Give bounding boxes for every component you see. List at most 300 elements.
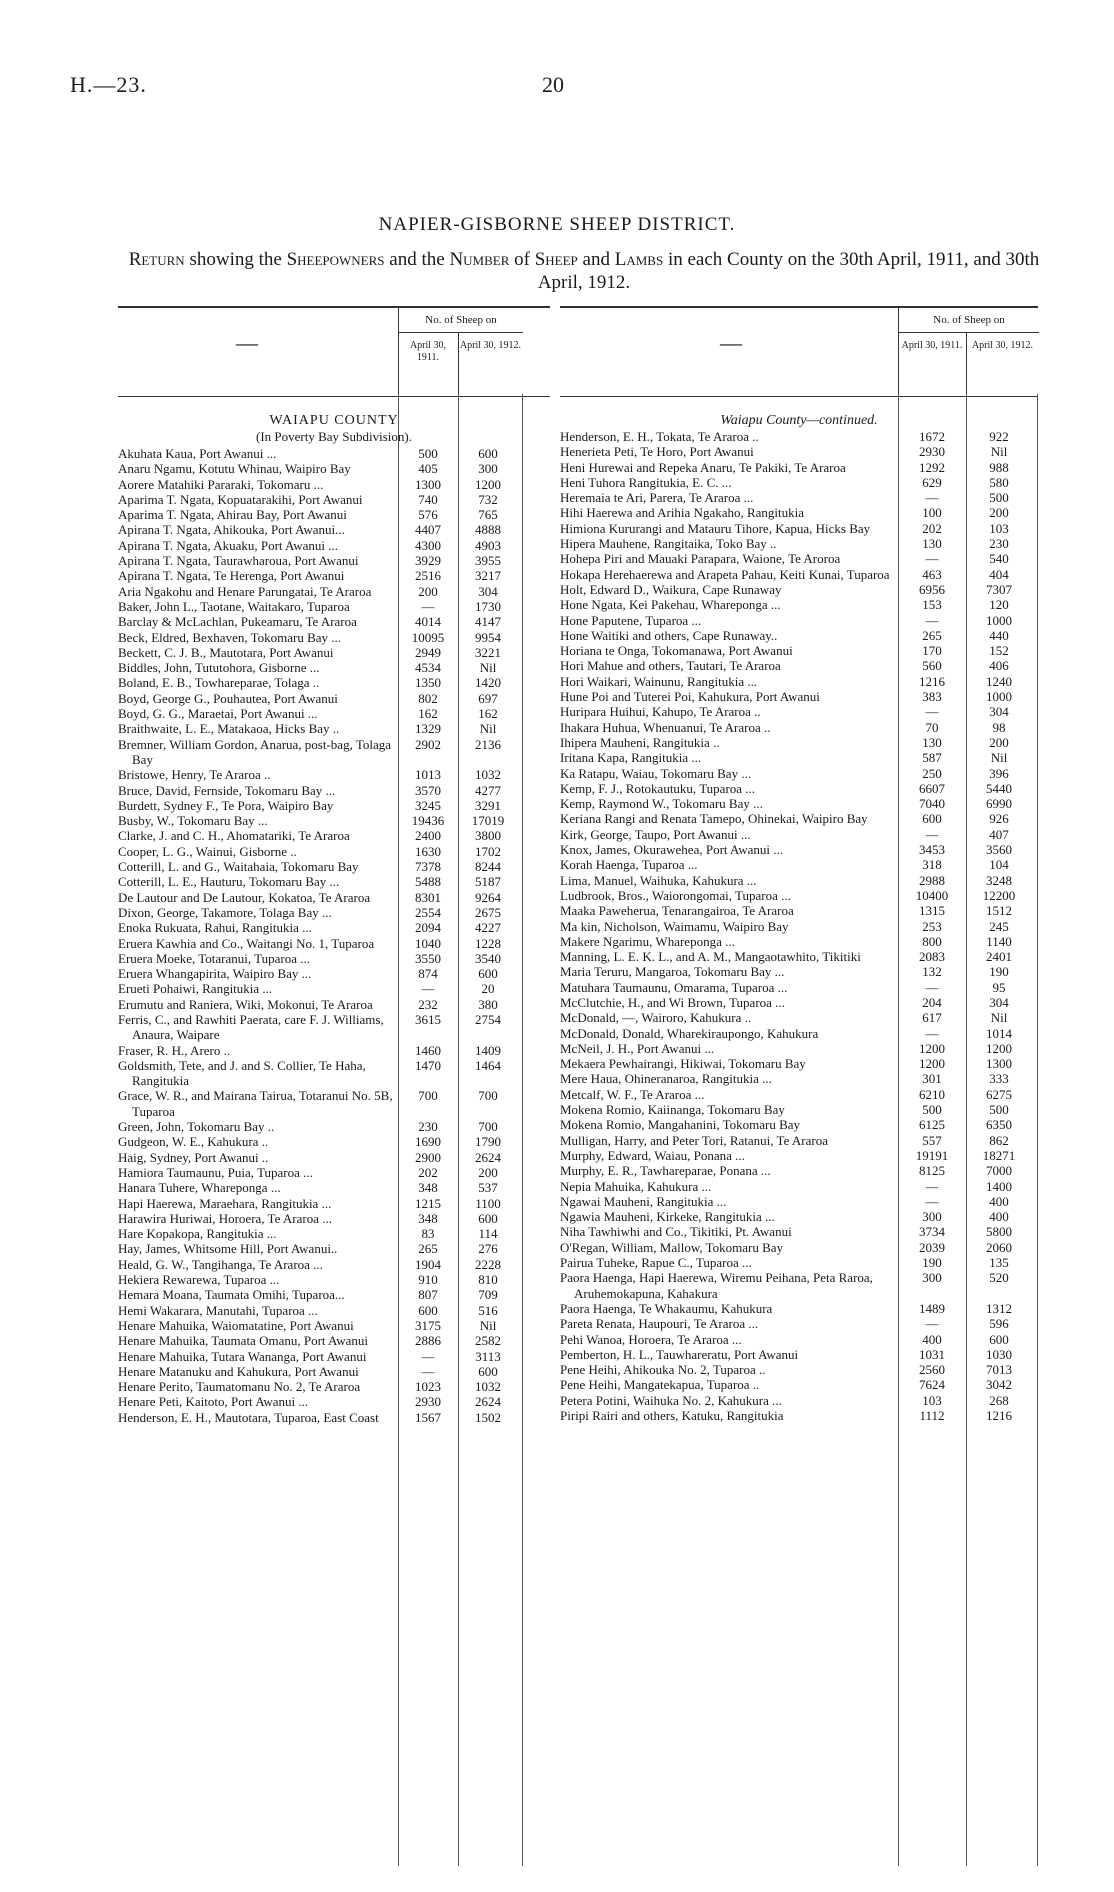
sheep-1912: 810 (478, 1272, 498, 1288)
sheep-1911: 3175 (415, 1317, 441, 1333)
table-row (118, 1303, 550, 1318)
sheep-1912: 5440 (986, 780, 1012, 796)
sheep-1912: 162 (478, 706, 498, 722)
sheep-1912: 9264 (475, 889, 501, 905)
sheep-1912: 1032 (475, 1379, 501, 1395)
owner-name: Cooper, L. G., Wainui, Gisborne .. (118, 843, 297, 859)
table-row (560, 460, 1038, 475)
sheep-1912: 152 (989, 643, 1009, 659)
sheep-1912: 3291 (475, 797, 501, 813)
sheep-1912: 8244 (475, 859, 501, 875)
sheep-1911: 2400 (415, 828, 441, 844)
sheep-1911: 2094 (415, 920, 441, 936)
sheep-1911: 1470 (415, 1057, 441, 1073)
owner-name: Apirana T. Ngata, Taurawharoua, Port Awanui (118, 553, 359, 569)
right-table-body (560, 397, 1038, 1423)
subdivision-heading: (In Poverty Bay Subdivision). (256, 429, 412, 444)
sheep-1911: 1489 (919, 1300, 945, 1316)
sheep-1912: 1420 (475, 675, 501, 691)
sheep-1911: 3550 (415, 950, 441, 966)
sheep-1912: 2624 (475, 1149, 501, 1165)
sheep-1911: 1040 (415, 935, 441, 951)
sheep-1912: 2401 (986, 949, 1012, 965)
sheep-1912: 406 (989, 658, 1009, 674)
sheep-1911: 3570 (415, 782, 441, 798)
sheep-1912: 5800 (986, 1224, 1012, 1240)
owner-name: Hemi Wakarara, Manutahi, Tuparoa ... (118, 1302, 318, 1318)
table-row (118, 905, 550, 920)
sheep-1911: 1690 (415, 1134, 441, 1150)
owner-name: Heni Tuhora Rangitukia, E. C. ... (560, 474, 732, 490)
sheep-1912: 600 (478, 446, 498, 461)
table-row (560, 1316, 1038, 1331)
sheep-1911: 1216 (919, 673, 945, 689)
owner-name: Henare Mahuika, Waiomatatine, Port Awanui (118, 1317, 354, 1333)
sheep-1912: 2136 (475, 736, 501, 752)
sheep-1911: 2083 (919, 949, 945, 965)
sheep-1911: 130 (922, 536, 942, 552)
sheep-1912: 500 (989, 1102, 1009, 1118)
sheep-1912: 540 (989, 551, 1009, 567)
table-row (560, 1301, 1038, 1316)
subtitle-text: of (509, 249, 535, 270)
sheep-1911: — (925, 1025, 939, 1041)
left-table-header (118, 306, 550, 397)
sheep-1912: 114 (478, 1226, 498, 1242)
sheep-1912: 3540 (475, 950, 501, 966)
sheep-1912: 230 (989, 536, 1009, 552)
sheep-1912: 765 (478, 507, 498, 523)
sheep-1912: 3221 (475, 644, 501, 660)
table-row (118, 568, 550, 583)
sheep-1911: 250 (922, 765, 942, 781)
sheep-1911: 405 (418, 461, 438, 477)
sheep-1912: 1240 (986, 673, 1012, 689)
table-row (560, 521, 1038, 536)
sheep-1911: — (421, 981, 435, 997)
table-row (560, 873, 1038, 888)
sheep-1912: 1790 (475, 1134, 501, 1150)
sheep-1911: 265 (922, 627, 942, 643)
table-row (560, 995, 1038, 1010)
left-table (118, 306, 550, 1866)
sheep-1912: 95 (992, 979, 1006, 995)
sheep-1912: 98 (992, 719, 1006, 735)
owner-name: Holt, Edward D., Waikura, Cape Runaway (560, 581, 782, 597)
sheep-1911: 1567 (415, 1409, 441, 1425)
sheep-1911: 740 (418, 491, 438, 507)
owner-name: Baker, John L., Taotane, Waitakaro, Tuparoa (118, 598, 350, 614)
table-row (560, 643, 1038, 658)
owner-name: Pareta Renata, Haupouri, Te Araroa ... (560, 1316, 759, 1332)
sheep-1912: 333 (989, 1071, 1009, 1087)
sheep-1912: 6990 (986, 796, 1012, 812)
owner-name: Kirk, George, Taupo, Port Awanui ... (560, 826, 751, 842)
table-row (560, 551, 1038, 566)
owner-name: Henare Mahuika, Taumata Omanu, Port Awanui (118, 1333, 369, 1349)
owner-name: Hapi Haerewa, Maraehara, Rangitukia ... (118, 1195, 332, 1211)
table-row (118, 614, 550, 629)
sheep-1911: 2554 (415, 904, 441, 920)
owner-name: Green, John, Tokomaru Bay .. (118, 1119, 275, 1135)
table-row (118, 660, 550, 675)
sheep-1911: 204 (922, 994, 942, 1010)
subtitle-text: in each County on the 30th April, 1911, and 30th April, 1912. (537, 249, 1040, 293)
sheep-1911: 19436 (411, 813, 445, 829)
table-row (118, 874, 550, 889)
sheep-1912: 18271 (982, 1147, 1016, 1163)
subtitle-word: Lambs (614, 249, 664, 270)
sheep-1911: 4300 (415, 537, 441, 553)
owner-name: Pene Heihi, Ahikouka No. 2, Tuparoa .. (560, 1362, 766, 1378)
table-row (560, 1255, 1038, 1270)
owner-name: Aparima T. Ngata, Kopuatarakihi, Port Awanui (118, 491, 363, 507)
sheep-1912: 1200 (475, 476, 501, 492)
owner-name: McClutchie, H., and Wi Brown, Tuparoa ... (560, 994, 785, 1010)
sheep-1912: 1300 (986, 1056, 1012, 1072)
sheep-1912: 600 (478, 1363, 498, 1379)
sheep-1911: 4534 (415, 660, 441, 676)
sheep-1912: 2060 (986, 1239, 1012, 1255)
sheep-1912: 4888 (475, 522, 501, 538)
sheep-1911: 500 (418, 446, 438, 461)
table-row (560, 811, 1038, 826)
sheep-1912: 2675 (475, 904, 501, 920)
sheep-1911: 4014 (415, 614, 441, 630)
sheep-1911: 200 (418, 583, 438, 599)
table-row (560, 964, 1038, 979)
owner-name: Cotterill, L. E., Hauturu, Tokomaru Bay ... (118, 874, 340, 890)
sheep-1911: 1013 (415, 767, 441, 783)
sheep-1912: 9954 (475, 629, 501, 645)
sheep-1912: 922 (989, 429, 1009, 444)
owner-name: Mokena Romio, Mangahanini, Tokomaru Bay (560, 1117, 801, 1133)
sheep-1912: 1032 (475, 767, 501, 783)
owner-name: Petera Potini, Waihuka No. 2, Kahukura ... (560, 1392, 782, 1408)
owner-name: Murphy, E. R., Tawhareparae, Ponana ... (560, 1163, 771, 1179)
table-row (118, 1272, 550, 1287)
owner-name: O'Regan, William, Mallow, Tokomaru Bay (560, 1239, 784, 1255)
table-row (560, 429, 1038, 444)
owner-name: Kemp, F. J., Rotokautuku, Tuparoa ... (560, 780, 756, 796)
sheep-1911: 2988 (919, 872, 945, 888)
sheep-1911: 230 (418, 1119, 438, 1135)
owner-name: Paora Haenga, Hapi Haerewa, Wiremu Peihana, Peta Raroa, Aruhemokapuna, Kahakura (560, 1270, 873, 1301)
sheep-1911: 202 (922, 520, 942, 536)
owner-column-dash: — (720, 330, 742, 355)
sheep-1911: 560 (922, 658, 942, 674)
sheep-1911: 300 (922, 1270, 942, 1286)
table-row (560, 628, 1038, 643)
sheep-1911: — (421, 1348, 435, 1364)
county-continued-heading: Waiapu County—continued. (720, 413, 878, 428)
owner-name: Ka Ratapu, Waiau, Tokomaru Bay ... (560, 765, 752, 781)
table-row (118, 737, 550, 768)
table-row (118, 1318, 550, 1333)
sheep-1911: 1292 (919, 459, 945, 475)
owner-name: Korah Haenga, Tuparoa ... (560, 857, 698, 873)
sheep-1911: 3245 (415, 797, 441, 813)
owner-name: Mere Haua, Ohineranaroa, Rangitukia ... (560, 1071, 772, 1087)
owner-name: De Lautour and De Lautour, Kokatoa, Te Araroa (118, 889, 371, 905)
sheep-1912: 103 (989, 520, 1009, 536)
owner-name: Cotterill, L. and G., Waitahaia, Tokomaru Bay (118, 859, 359, 875)
owner-name: Barclay & McLachlan, Pukeamaru, Te Araroa (118, 614, 357, 630)
sheep-1911: 3615 (415, 1011, 441, 1027)
owner-name: Burdett, Sydney F., Te Pora, Waipiro Bay (118, 797, 334, 813)
owner-name: Ngawia Mauheni, Kirkeke, Rangitukia ... (560, 1209, 775, 1225)
sheep-1911: 6210 (919, 1086, 945, 1102)
sheep-1911: 2949 (415, 644, 441, 660)
sheep-1912: 6275 (986, 1086, 1012, 1102)
owner-name: Pemberton, H. L., Tauwhareratu, Port Awanui (560, 1346, 799, 1362)
table-row (560, 735, 1038, 750)
sheep-1912: 12200 (982, 887, 1016, 903)
sheep-1911: 1460 (415, 1042, 441, 1058)
owner-name: Braithwaite, L. E., Matakaoa, Hicks Bay .. (118, 721, 340, 737)
sheep-1912: 135 (989, 1255, 1009, 1271)
sheep-1912: 1400 (986, 1178, 1012, 1194)
table-row (118, 553, 550, 568)
table-row (118, 507, 550, 522)
table-row (118, 798, 550, 813)
subtitle-text: and (577, 249, 615, 270)
table-row (118, 538, 550, 553)
sheep-1912: 862 (989, 1132, 1009, 1148)
table-row (118, 1196, 550, 1211)
table-row (560, 827, 1038, 842)
table-row (118, 1165, 550, 1180)
sheep-1912: 1512 (986, 903, 1012, 919)
table-row (118, 997, 550, 1012)
owner-name: Mulligan, Harry, and Peter Tori, Ratanui, Te Araroa (560, 1132, 828, 1148)
sheep-1912: 1014 (986, 1025, 1012, 1041)
table-row (118, 1394, 550, 1409)
owner-name: Hipera Mauhene, Rangitaika, Toko Bay .. (560, 536, 777, 552)
sheep-1912: 4903 (475, 537, 501, 553)
table-row (560, 490, 1038, 505)
sheep-1911: 2560 (919, 1362, 945, 1378)
sheep-1911: 3734 (919, 1224, 945, 1240)
owner-name: Akuhata Kaua, Port Awanui ... (118, 446, 277, 461)
sheep-1912: 700 (478, 1088, 498, 1104)
table-row (560, 1332, 1038, 1347)
sheep-count-group-title: No. of Sheep on (899, 308, 1039, 333)
owner-name: Heremaia te Ari, Parera, Te Araroa ... (560, 490, 754, 506)
table-row (118, 951, 550, 966)
sheep-1912: 732 (478, 491, 498, 507)
sheep-1911: 3453 (919, 842, 945, 858)
sheep-1911: 7378 (415, 859, 441, 875)
sheep-1911: 874 (418, 966, 438, 982)
owner-name: Grace, W. R., and Mairana Tairua, Totaranui No. 5B, Tuparoa (118, 1088, 393, 1119)
owner-name: Niha Tawhiwhi and Co., Tikitiki, Pt. Awanui (560, 1224, 792, 1240)
sheep-1911: — (925, 704, 939, 720)
owner-name: Fraser, R. H., Arero .. (118, 1042, 231, 1058)
table-row (560, 567, 1038, 582)
subtitle-text: and the (384, 249, 450, 270)
sheep-1911: 400 (922, 1331, 942, 1347)
sheep-1911: — (421, 1363, 435, 1379)
owner-name: McNeil, J. H., Port Awanui ... (560, 1040, 715, 1056)
owner-name: Bristowe, Henry, Te Araroa .. (118, 767, 271, 783)
table-row (118, 920, 550, 935)
sheep-1912: 1730 (475, 598, 501, 614)
table-row (118, 1241, 550, 1256)
table-row (560, 1117, 1038, 1132)
table-row (118, 1364, 550, 1379)
sheep-1911: 1031 (919, 1346, 945, 1362)
table-row (118, 1119, 550, 1134)
owner-name: Biddles, John, Tututohora, Gisborne ... (118, 660, 320, 676)
table-row (560, 1362, 1038, 1377)
sheep-1912: 3113 (475, 1348, 501, 1364)
sheep-1911: 190 (922, 1255, 942, 1271)
sheep-1912: 1464 (475, 1057, 501, 1073)
sheep-1912: 1000 (986, 612, 1012, 628)
sheep-1912: 1216 (986, 1408, 1012, 1423)
sheep-1911: 5488 (415, 874, 441, 890)
sheep-1911: 1315 (919, 903, 945, 919)
owner-name: Kemp, Raymond W., Tokomaru Bay ... (560, 796, 763, 812)
sheep-1912: 2624 (475, 1394, 501, 1410)
document-subtitle (124, 248, 1044, 294)
table-row (560, 1010, 1038, 1025)
sheep-1912: 5187 (475, 874, 501, 890)
table-row (118, 813, 550, 828)
table-row (560, 536, 1038, 551)
table-row (118, 1180, 550, 1195)
sheep-1911: 301 (922, 1071, 942, 1087)
sheep-1911: 1200 (919, 1040, 945, 1056)
sheep-1912: 104 (989, 857, 1009, 873)
table-row (118, 599, 550, 614)
sheep-1911: 3929 (415, 553, 441, 569)
table-row (118, 966, 550, 981)
table-row (560, 980, 1038, 995)
table-row (118, 477, 550, 492)
sheep-1912: 304 (989, 994, 1009, 1010)
sheep-1911: 587 (922, 750, 942, 766)
owner-name: Heald, G. W., Tangihanga, Te Araroa ... (118, 1256, 323, 1272)
sheep-1912: 400 (989, 1193, 1009, 1209)
owner-name: Aorere Matahiki Pararaki, Tokomaru ... (118, 476, 324, 492)
owner-name: Hori Mahue and others, Tautari, Te Araroa (560, 658, 781, 674)
sheep-1911: 348 (418, 1180, 438, 1196)
owner-name: Ngawai Mauheni, Rangitukia ... (560, 1193, 727, 1209)
owner-name: Hekiera Rewarewa, Tuparoa ... (118, 1272, 280, 1288)
owner-name: Maria Teruru, Mangaroa, Tokomaru Bay ... (560, 964, 785, 980)
sheep-1912: Nil (479, 721, 497, 737)
owner-name: Enoka Rukuata, Rahui, Rangitukia ... (118, 920, 312, 936)
table-row (118, 1349, 550, 1364)
sheep-1911: 100 (922, 505, 942, 521)
sheep-1911: 2902 (415, 736, 441, 752)
sheep-1911: 202 (418, 1164, 438, 1180)
table-row (560, 1041, 1038, 1056)
table-row (560, 475, 1038, 490)
owner-name: Paora Haenga, Te Whakaumu, Kahukura (560, 1300, 773, 1316)
owner-name: Hone Waitiki and others, Cape Runaway.. (560, 627, 778, 643)
owner-name: Aria Ngakohu and Henare Parungatai, Te Araroa (118, 583, 372, 599)
owner-name: Hohepa Piri and Mauaki Parapara, Waione, Te Aroroa (560, 551, 841, 567)
owner-name: Himiona Kururangi and Matauru Tihore, Kapua, Hicks Bay (560, 520, 871, 536)
sheep-1911: — (925, 826, 939, 842)
owner-name: Manning, L. E. K. L., and A. M., Mangaotawhito, Tikitiki (560, 949, 861, 965)
table-row (560, 704, 1038, 719)
sheep-1911: 1350 (415, 675, 441, 691)
sheep-1912: 3248 (986, 872, 1012, 888)
sheep-1911: 4407 (415, 522, 441, 538)
owner-name: Eruera Moeke, Totaranui, Tuparoa ... (118, 950, 310, 966)
sheep-1911: 318 (922, 857, 942, 873)
table-row (118, 767, 550, 782)
owner-name: Bruce, David, Fernside, Tokomaru Bay ... (118, 782, 336, 798)
sheep-1911: 383 (922, 689, 942, 705)
table-row (560, 689, 1038, 704)
subtitle-word: Sheepowners (286, 249, 385, 270)
sheep-1912: 7307 (986, 581, 1012, 597)
table-row (560, 720, 1038, 735)
sheep-1912: 600 (989, 1331, 1009, 1347)
table-row (560, 857, 1038, 872)
sheep-1911: 232 (418, 996, 438, 1012)
table-row (118, 1410, 550, 1425)
sheep-1912: 300 (478, 461, 498, 477)
owner-name: Metcalf, W. F., Te Araroa ... (560, 1086, 705, 1102)
owner-name: Ludbrook, Bros., Waiorongomai, Tuparoa ... (560, 887, 791, 903)
sheep-1911: 557 (922, 1132, 942, 1148)
sheep-1912: 600 (478, 966, 498, 982)
table-row (118, 630, 550, 645)
sheep-1912: 1409 (475, 1042, 501, 1058)
owner-column-dash: — (236, 330, 258, 355)
owner-name: Nepia Mahuika, Kahukura ... (560, 1178, 712, 1194)
owner-name: Horiana te Onga, Tokomanawa, Port Awanui (560, 643, 793, 659)
sheep-1912: 520 (989, 1270, 1009, 1286)
owner-name: Hay, James, Whitsome Hill, Port Awanui.. (118, 1241, 338, 1257)
owner-name: Hanara Tuhere, Whareponga ... (118, 1180, 281, 1196)
table-row (560, 658, 1038, 673)
table-row (118, 446, 550, 461)
owner-name: Henderson, E. H., Mautotara, Tuparoa, East Coast (118, 1409, 379, 1425)
page-number: 20 (542, 72, 564, 97)
left-table-body (118, 397, 550, 1425)
table-row (118, 828, 550, 843)
subtitle-text: showing the (184, 249, 287, 270)
owner-name: Pehi Wanoa, Horoera, Te Araroa ... (560, 1331, 742, 1347)
sheep-1911: 617 (922, 1010, 942, 1026)
sheep-1911: 576 (418, 507, 438, 523)
sheep-1911: 10400 (915, 887, 949, 903)
sheep-1911: 2930 (415, 1394, 441, 1410)
table-row (560, 796, 1038, 811)
sheep-1911: 253 (922, 918, 942, 934)
owner-name: Clarke, J. and C. H., Ahomatariki, Te Araroa (118, 828, 350, 844)
sheep-1911: — (925, 979, 939, 995)
table-row (560, 1240, 1038, 1255)
table-row (560, 505, 1038, 520)
sheep-1912: Nil (479, 660, 497, 676)
sheep-1912: 7013 (986, 1362, 1012, 1378)
sheep-1911: 700 (418, 1088, 438, 1104)
sheep-1912: 1140 (986, 933, 1012, 949)
table-row (560, 1347, 1038, 1362)
table-row (560, 613, 1038, 628)
table-row (118, 1257, 550, 1272)
subtitle-word: Number (449, 249, 510, 270)
owner-name: Ferris, C., and Rawhiti Paerata, care F. J. Williams, Anaura, Waipare (118, 1011, 384, 1043)
